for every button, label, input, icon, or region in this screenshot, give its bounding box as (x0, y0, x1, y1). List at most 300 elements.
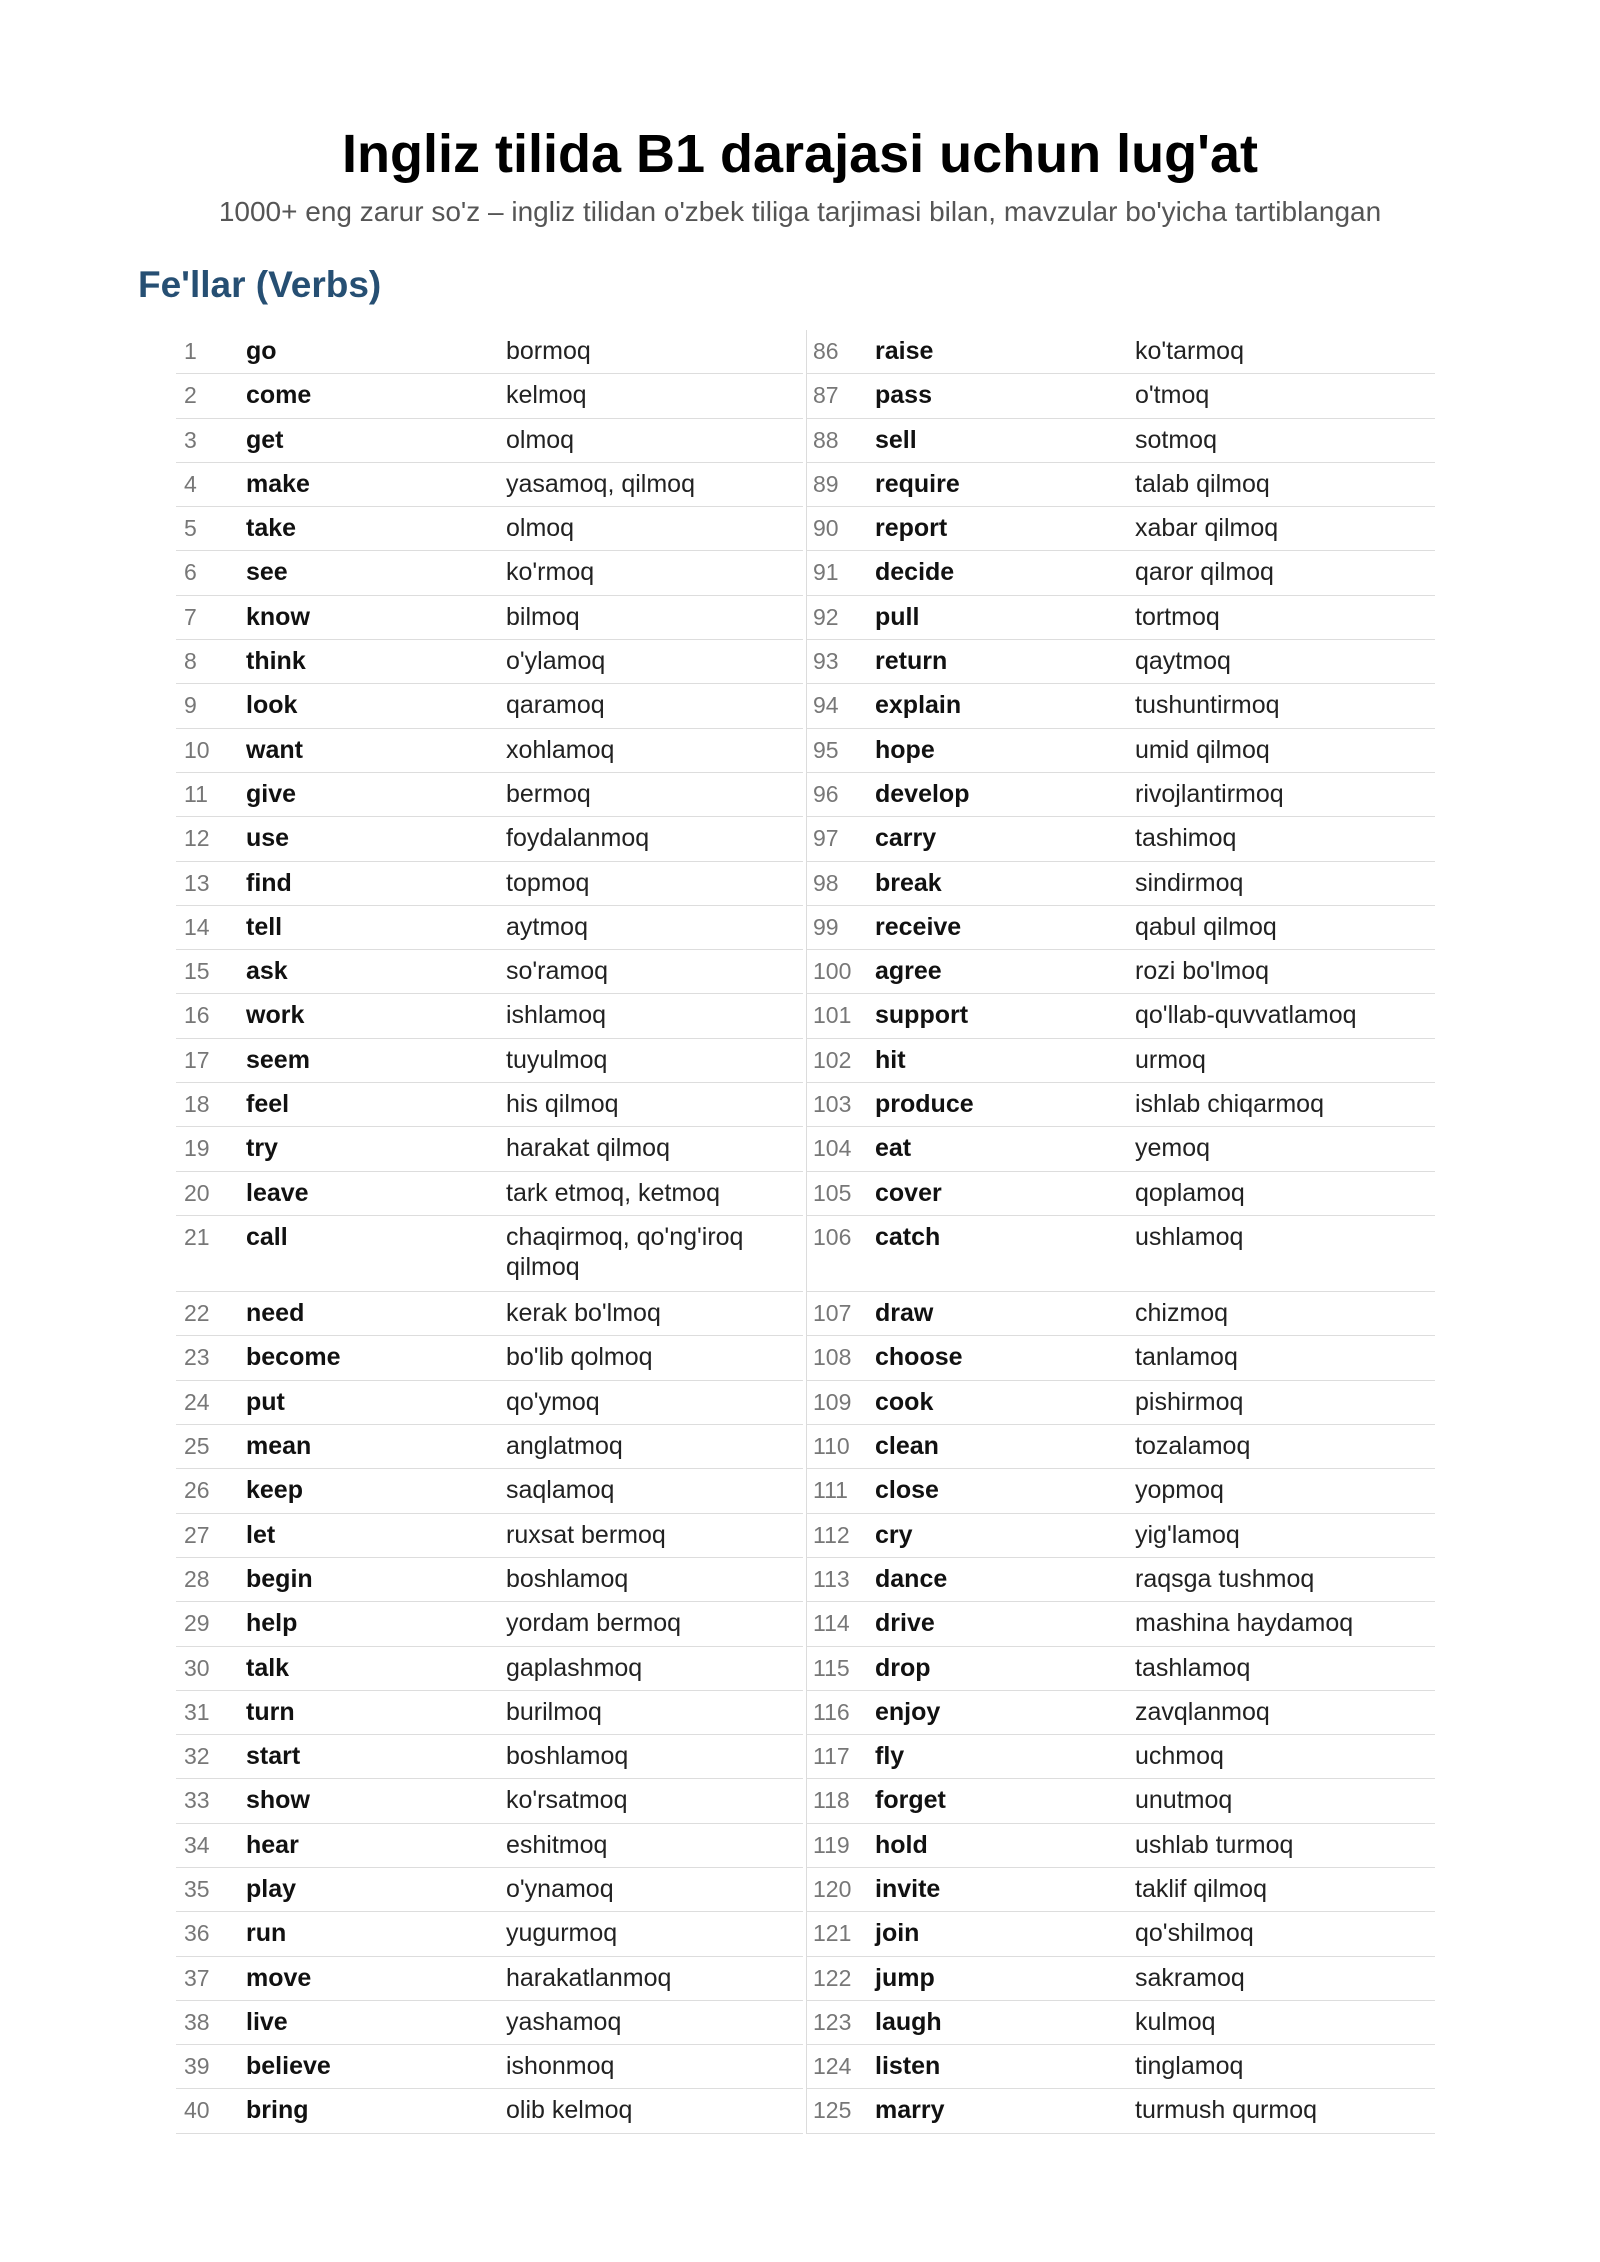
vocab-column-right (806, 330, 1435, 2134)
english-word: drive (875, 1609, 935, 1638)
vocab-row (807, 1425, 1435, 1469)
english-word: eat (875, 1134, 912, 1163)
entry-number: 9 (184, 692, 197, 719)
english-word: see (246, 558, 288, 587)
uzbek-translation: tozalamoq (1135, 1432, 1251, 1461)
english-word: know (246, 602, 310, 631)
english-word: join (875, 1919, 920, 1948)
vocab-row (807, 507, 1435, 551)
uzbek-translation: saqlamoq (506, 1476, 615, 1505)
entry-number: 104 (813, 1135, 852, 1162)
english-word: break (875, 868, 942, 897)
entry-number: 119 (813, 1831, 850, 1858)
english-word: support (875, 1001, 969, 1030)
english-word: give (246, 779, 297, 808)
english-word: clean (875, 1432, 939, 1461)
entry-number: 18 (184, 1091, 210, 1118)
vocab-row (807, 906, 1435, 950)
english-word: feel (246, 1090, 290, 1119)
uzbek-translation: bermoq (506, 779, 591, 808)
english-word: try (246, 1134, 278, 1163)
entry-number: 20 (184, 1179, 210, 1206)
english-word: work (246, 1001, 305, 1030)
uzbek-translation: yopmoq (1135, 1476, 1224, 1505)
uzbek-translation: unutmoq (1135, 1786, 1233, 1815)
uzbek-translation: o'tmoq (1135, 381, 1210, 410)
uzbek-translation: gaplashmoq (506, 1653, 643, 1682)
entry-number: 11 (184, 780, 208, 807)
uzbek-translation: tortmoq (1135, 602, 1220, 631)
uzbek-translation: chizmoq (1135, 1299, 1229, 1328)
entry-number: 17 (184, 1046, 210, 1073)
uzbek-translation: aytmoq (506, 912, 588, 941)
entry-number: 26 (184, 1477, 210, 1504)
uzbek-translation: boshlamoq (506, 1742, 629, 1771)
uzbek-translation: chaqirmoq, qo'ng'iroq qilmoq (506, 1222, 744, 1281)
uzbek-translation: bo'lib qolmoq (506, 1343, 653, 1372)
english-word: become (246, 1343, 341, 1372)
uzbek-translation: rivojlantirmoq (1135, 779, 1284, 808)
entry-number: 97 (813, 825, 839, 852)
vocab-row (176, 1647, 803, 1691)
vocab-row (807, 862, 1435, 906)
english-word: dance (875, 1564, 948, 1593)
entry-number: 118 (813, 1787, 850, 1814)
english-word: drop (875, 1653, 931, 1682)
entry-number: 91 (813, 559, 839, 586)
uzbek-translation: ishonmoq (506, 2052, 615, 2081)
uzbek-translation: yig'lamoq (1135, 1520, 1240, 1549)
uzbek-translation: yemoq (1135, 1134, 1211, 1163)
english-word: go (246, 337, 277, 365)
vocab-row (176, 330, 803, 374)
entry-number: 19 (184, 1135, 210, 1162)
entry-number: 16 (184, 1002, 210, 1029)
english-word: receive (875, 912, 962, 941)
entry-number: 121 (813, 1920, 852, 1947)
uzbek-translation: topmoq (506, 868, 590, 897)
entry-number: 113 (813, 1565, 850, 1592)
uzbek-translation: qoplamoq (1135, 1178, 1245, 1207)
english-word: take (246, 514, 297, 543)
entry-number: 36 (184, 1920, 210, 1947)
vocab-row (807, 1957, 1435, 2001)
entry-number: 8 (184, 648, 197, 675)
uzbek-translation: ko'tarmoq (1135, 337, 1244, 365)
entry-number: 98 (813, 869, 839, 896)
entry-number: 28 (184, 1565, 210, 1592)
uzbek-translation: qo'llab-quvvatlamoq (1135, 1001, 1357, 1030)
english-word: draw (875, 1299, 934, 1328)
entry-number: 4 (184, 470, 197, 497)
english-word: require (875, 469, 960, 498)
english-word: think (246, 647, 306, 676)
entry-number: 99 (813, 913, 839, 940)
uzbek-translation: tark etmoq, ketmoq (506, 1178, 720, 1207)
entry-number: 123 (813, 2008, 852, 2035)
vocab-row (807, 2089, 1435, 2133)
uzbek-translation: sakramoq (1135, 1963, 1245, 1992)
vocab-row (176, 950, 803, 994)
uzbek-translation: his qilmoq (506, 1090, 619, 1119)
entry-number: 1 (184, 338, 197, 364)
entry-number: 5 (184, 515, 197, 542)
section-heading: Fe'llar (Verbs) (138, 264, 382, 305)
english-word: hope (875, 735, 935, 764)
uzbek-translation: ko'rmoq (506, 558, 595, 587)
entry-number: 106 (813, 1223, 852, 1250)
uzbek-translation: talab qilmoq (1135, 469, 1270, 498)
vocab-row (176, 640, 803, 684)
entry-number: 96 (813, 780, 839, 807)
english-word: run (246, 1919, 287, 1948)
entry-number: 105 (813, 1179, 852, 1206)
uzbek-translation: raqsga tushmoq (1135, 1564, 1315, 1593)
uzbek-translation: mashina haydamoq (1135, 1609, 1354, 1638)
vocab-row (807, 1127, 1435, 1171)
english-word: hear (246, 1830, 299, 1859)
entry-number: 94 (813, 692, 839, 719)
vocab-row (176, 596, 803, 640)
uzbek-translation: taklif qilmoq (1135, 1874, 1267, 1903)
vocab-row (807, 640, 1435, 684)
vocab-row (176, 1381, 803, 1425)
vocab-row (807, 1292, 1435, 1336)
uzbek-translation: tushuntirmoq (1135, 691, 1280, 720)
english-word: laugh (875, 2007, 942, 2036)
entry-number: 110 (813, 1433, 850, 1460)
entry-number: 23 (184, 1344, 210, 1371)
entry-number: 6 (184, 559, 197, 586)
vocab-row (807, 994, 1435, 1038)
vocab-row (807, 1469, 1435, 1513)
entry-number: 38 (184, 2008, 210, 2035)
uzbek-translation: qo'shilmoq (1135, 1919, 1254, 1948)
uzbek-translation: tashlamoq (1135, 1653, 1251, 1682)
vocab-row (176, 1691, 803, 1735)
english-word: enjoy (875, 1697, 941, 1726)
entry-number: 111 (813, 1477, 848, 1504)
uzbek-translation: olib kelmoq (506, 2096, 633, 2125)
english-word: agree (875, 957, 942, 986)
english-word: let (246, 1520, 276, 1549)
entry-number: 40 (184, 2097, 210, 2124)
entry-number: 100 (813, 958, 852, 985)
uzbek-translation: o'ynamoq (506, 1874, 614, 1903)
uzbek-translation: boshlamoq (506, 1564, 629, 1593)
english-word: choose (875, 1343, 963, 1372)
vocab-row (176, 684, 803, 728)
entry-number: 2 (184, 382, 197, 409)
uzbek-translation: ushlab turmoq (1135, 1830, 1294, 1859)
vocab-row (807, 1912, 1435, 1956)
uzbek-translation: qaror qilmoq (1135, 558, 1274, 587)
uzbek-translation: tashimoq (1135, 824, 1237, 853)
vocab-row (176, 1514, 803, 1558)
english-word: cover (875, 1178, 942, 1207)
vocab-row (807, 817, 1435, 861)
vocab-row (176, 1172, 803, 1216)
vocab-row (176, 1602, 803, 1646)
vocab-row (807, 330, 1435, 374)
vocab-row (176, 1292, 803, 1336)
english-word: help (246, 1609, 298, 1638)
english-word: move (246, 1963, 312, 1992)
entry-number: 102 (813, 1046, 852, 1073)
entry-number: 122 (813, 1964, 852, 1991)
entry-number: 15 (184, 958, 210, 985)
english-word: cook (875, 1387, 934, 1416)
vocab-row (807, 1039, 1435, 1083)
english-word: explain (875, 691, 962, 720)
english-word: jump (875, 1963, 935, 1992)
vocab-row (807, 1735, 1435, 1779)
english-word: hit (875, 1045, 906, 1074)
entry-number: 103 (813, 1091, 852, 1118)
vocab-row (807, 1514, 1435, 1558)
entry-number: 89 (813, 470, 839, 497)
uzbek-translation: ishlamoq (506, 1001, 607, 1030)
vocab-row (176, 419, 803, 463)
entry-number: 87 (813, 382, 839, 409)
english-word: marry (875, 2096, 945, 2125)
vocab-row (176, 463, 803, 507)
english-word: put (246, 1387, 285, 1416)
english-word: forget (875, 1786, 946, 1815)
english-word: find (246, 868, 292, 897)
entry-number: 114 (813, 1610, 850, 1637)
uzbek-translation: yugurmoq (506, 1919, 618, 1948)
uzbek-translation: qaytmoq (1135, 647, 1231, 676)
english-word: sell (875, 425, 917, 454)
english-word: live (246, 2007, 288, 2036)
uzbek-translation: tinglamoq (1135, 2052, 1244, 2081)
vocab-row (807, 419, 1435, 463)
uzbek-translation: eshitmoq (506, 1830, 608, 1859)
english-word: tell (246, 912, 283, 941)
english-word: believe (246, 2052, 331, 2081)
entry-number: 25 (184, 1433, 210, 1460)
english-word: cry (875, 1520, 913, 1549)
vocab-row (176, 862, 803, 906)
entry-number: 21 (184, 1223, 210, 1250)
uzbek-translation: olmoq (506, 425, 575, 454)
uzbek-translation: tuyulmoq (506, 1045, 608, 1074)
uzbek-translation: tanlamoq (1135, 1343, 1238, 1372)
vocab-row (807, 2045, 1435, 2089)
entry-number: 10 (184, 736, 210, 763)
uzbek-translation: sotmoq (1135, 425, 1217, 454)
vocab-row (176, 374, 803, 418)
entry-number: 86 (813, 338, 839, 364)
uzbek-translation: kulmoq (1135, 2007, 1216, 2036)
uzbek-translation: kelmoq (506, 381, 587, 410)
english-word: pull (875, 602, 920, 631)
uzbek-translation: harakat qilmoq (506, 1134, 670, 1163)
entry-number: 39 (184, 2053, 210, 2080)
page-subtitle: 1000+ eng zarur so'z – ingliz tilidan o'zbek tiliga tarjimasi bilan, mavzular bo'yicha tartiblangan (218, 196, 1382, 227)
english-word: begin (246, 1564, 313, 1593)
english-word: seem (246, 1045, 310, 1074)
english-word: keep (246, 1476, 303, 1505)
vocab-row (807, 773, 1435, 817)
english-word: catch (875, 1222, 941, 1251)
uzbek-translation: ko'rsatmoq (506, 1786, 628, 1815)
vocab-row (807, 1691, 1435, 1735)
entry-number: 14 (184, 913, 210, 940)
vocab-row (176, 507, 803, 551)
english-word: develop (875, 779, 970, 808)
uzbek-translation: ushlamoq (1135, 1222, 1244, 1251)
entry-number: 90 (813, 515, 839, 542)
english-word: play (246, 1874, 297, 1903)
vocab-row (176, 1558, 803, 1602)
entry-number: 88 (813, 426, 839, 453)
uzbek-translation: urmoq (1135, 1045, 1206, 1074)
uzbek-translation: bilmoq (506, 602, 580, 631)
english-word: report (875, 514, 948, 543)
uzbek-translation: foydalanmoq (506, 824, 650, 853)
uzbek-translation: bormoq (506, 337, 591, 365)
vocab-row (807, 1172, 1435, 1216)
vocab-row (176, 1336, 803, 1380)
english-word: show (246, 1786, 310, 1815)
vocab-row (176, 906, 803, 950)
entry-number: 3 (184, 426, 197, 453)
vocab-row (176, 1469, 803, 1513)
english-word: start (246, 1742, 301, 1771)
vocab-row (176, 1083, 803, 1127)
english-word: talk (246, 1653, 290, 1682)
vocab-row (176, 1957, 803, 2001)
vocab-row (807, 1824, 1435, 1868)
english-word: look (246, 691, 298, 720)
vocab-row (807, 684, 1435, 728)
english-word: decide (875, 558, 955, 587)
entry-number: 117 (813, 1743, 850, 1770)
english-word: use (246, 824, 290, 853)
uzbek-translation: qo'ymoq (506, 1387, 600, 1416)
entry-number: 95 (813, 736, 839, 763)
uzbek-translation: sindirmoq (1135, 868, 1244, 897)
uzbek-translation: yordam bermoq (506, 1609, 682, 1638)
english-word: come (246, 381, 312, 410)
vocab-row (807, 463, 1435, 507)
english-word: hold (875, 1830, 928, 1859)
vocab-row (807, 596, 1435, 640)
english-word: make (246, 469, 310, 498)
page-title: Ingliz tilida B1 darajasi uchun lug'at (342, 124, 1258, 184)
vocab-row (807, 729, 1435, 773)
english-word: leave (246, 1178, 309, 1207)
entry-number: 112 (813, 1521, 850, 1548)
vocab-row (176, 1779, 803, 1823)
english-word: mean (246, 1432, 312, 1461)
vocab-row (807, 374, 1435, 418)
entry-number: 109 (813, 1388, 852, 1415)
english-word: return (875, 647, 948, 676)
vocab-row (807, 2001, 1435, 2045)
english-word: ask (246, 957, 288, 986)
entry-number: 7 (184, 603, 197, 630)
english-word: pass (875, 381, 932, 410)
vocab-row (176, 2045, 803, 2089)
entry-number: 32 (184, 1743, 210, 1770)
uzbek-translation: qabul qilmoq (1135, 912, 1277, 941)
entry-number: 35 (184, 1875, 210, 1902)
vocab-row (807, 1868, 1435, 1912)
vocab-row (807, 950, 1435, 994)
entry-number: 115 (813, 1654, 850, 1681)
entry-number: 27 (184, 1521, 210, 1548)
vocab-row (176, 1912, 803, 1956)
entry-number: 93 (813, 648, 839, 675)
vocab-row (807, 1558, 1435, 1602)
vocab-column-left (176, 330, 803, 2134)
entry-number: 24 (184, 1388, 210, 1415)
entry-number: 12 (184, 825, 210, 852)
entry-number: 101 (813, 1002, 852, 1029)
english-word: invite (875, 1874, 941, 1903)
vocab-row (176, 1216, 803, 1292)
entry-number: 31 (184, 1698, 210, 1725)
uzbek-translation: anglatmoq (506, 1432, 623, 1461)
vocab-row (807, 1779, 1435, 1823)
english-word: close (875, 1476, 939, 1505)
uzbek-translation: so'ramoq (506, 957, 609, 986)
uzbek-translation: zavqlanmoq (1135, 1697, 1270, 1726)
english-word: want (246, 735, 303, 764)
vocab-row (176, 994, 803, 1038)
vocab-row (176, 1425, 803, 1469)
vocab-row (176, 773, 803, 817)
vocab-row (176, 551, 803, 595)
english-word: turn (246, 1697, 295, 1726)
uzbek-translation: xohlamoq (506, 735, 615, 764)
uzbek-translation: umid qilmoq (1135, 735, 1270, 764)
vocab-row (807, 1083, 1435, 1127)
vocab-row (176, 729, 803, 773)
english-word: raise (875, 337, 934, 365)
uzbek-translation: ruxsat bermoq (506, 1520, 666, 1549)
uzbek-translation: ishlab chiqarmoq (1135, 1090, 1324, 1119)
english-word: need (246, 1299, 305, 1328)
vocab-row (176, 1868, 803, 1912)
entry-number: 108 (813, 1344, 852, 1371)
entry-number: 107 (813, 1300, 852, 1327)
english-word: produce (875, 1090, 974, 1119)
vocab-row (176, 1039, 803, 1083)
uzbek-translation: pishirmoq (1135, 1387, 1244, 1416)
vocab-row (807, 1647, 1435, 1691)
entry-number: 116 (813, 1698, 850, 1725)
entry-number: 33 (184, 1787, 210, 1814)
entry-number: 13 (184, 869, 210, 896)
entry-number: 22 (184, 1300, 210, 1327)
vocab-row (807, 1216, 1435, 1292)
entry-number: 30 (184, 1654, 210, 1681)
vocab-row (807, 1336, 1435, 1380)
vocab-row (176, 1127, 803, 1171)
entry-number: 120 (813, 1875, 852, 1902)
entry-number: 29 (184, 1610, 210, 1637)
english-word: call (246, 1222, 288, 1251)
uzbek-translation: burilmoq (506, 1697, 602, 1726)
entry-number: 34 (184, 1831, 210, 1858)
entry-number: 92 (813, 603, 839, 630)
entry-number: 124 (813, 2053, 852, 2080)
entry-number: 37 (184, 1964, 210, 1991)
